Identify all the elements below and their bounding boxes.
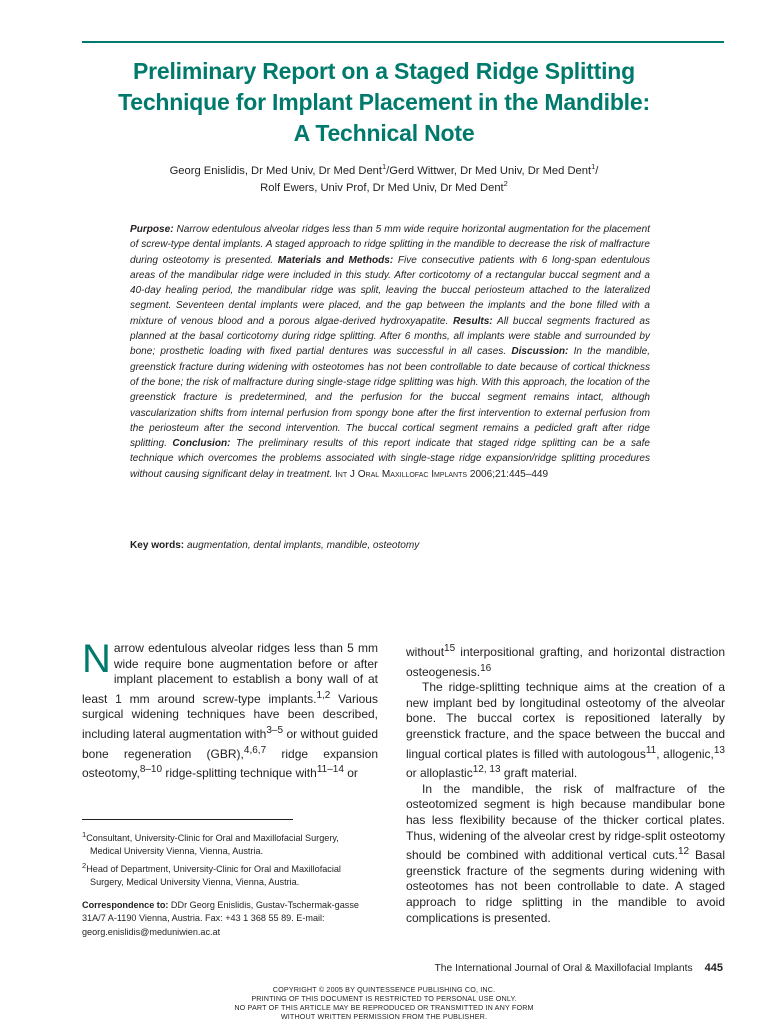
abstract-purpose-label: Purpose: [130, 224, 174, 235]
abstract-methods: Five consecutive patients with 6 long-span edentulous areas of the mandibular ridge were included in this study. After corticotomy of a rectangular buccal segment and a 40-day healing period, the mandibular ridge was split, leaving the buccal periosteum attached to the lateralized segment. Seventeen dental implants were placed, and the gap between the implants and the bone filled with a mixture of venous blood and a porous algae-derived hydroxyapatite. [130, 254, 650, 327]
author-line-1 [70, 163, 698, 180]
title-line-3: A Technical Note [293, 120, 475, 146]
body-text: without [406, 645, 445, 659]
body-paragraph-continued [406, 641, 725, 680]
footnote-text: Consultant, University-Clinic for Oral and Maxillofacial Surgery, Medical University Vienna, Vienna, Austria. [86, 833, 339, 857]
abstract-conclusion: The preliminary results of this report indicate that staged ridge splitting can be a safe technique which overcomes the problems associated with single-stage ridge expansion/ridge splitting procedures without causing significant delay in treatment. [130, 438, 650, 480]
citation-journal: Int J Oral Maxillofac Implants [334, 468, 468, 480]
citation-ref: 13 [713, 744, 725, 756]
header-rule [82, 41, 724, 43]
citation-ref: 15 [444, 643, 456, 654]
title-line-1: Preliminary Report on a Staged Ridge Splitting [133, 58, 635, 84]
author-2: /Gerd Wittwer, Dr Med Univ, Dr Med Dent [386, 165, 592, 177]
author-1: Georg Enislidis, Dr Med Univ, Dr Med Dent [169, 165, 382, 177]
footnote-rule [82, 819, 293, 820]
body-text: arrow edentulous alveolar ridges less than 5 mm wide require bone augmentation before or after implant placement to establish a bony wall of at least 1 mm around screw-type implants. [82, 641, 378, 706]
abstract-discussion-label: Discussion: [511, 346, 569, 358]
abstract [130, 222, 650, 482]
drop-cap: N [82, 637, 111, 681]
body-column-right [406, 641, 725, 926]
keywords-list: augmentation, dental implants, mandible, osteotomy [184, 540, 420, 551]
abstract-methods-label: Materials and Methods: [277, 254, 394, 266]
citation-ref: 12 [678, 846, 690, 858]
abstract-results-label: Results: [453, 315, 493, 327]
body-text: or alloplastic [406, 766, 473, 781]
footnotes [82, 828, 372, 939]
citation-ref: 11 [645, 744, 657, 756]
citation-ref: 8–10 [139, 764, 163, 776]
footnote-text: Head of Department, University-Clinic for Oral and Maxillofacial Surgery, Medical University Vienna, Vienna, Austria. [86, 863, 341, 888]
author-line-2 [70, 180, 698, 197]
citation-ref: 16 [480, 662, 492, 674]
body-paragraph-mandible [406, 782, 725, 926]
body-text: ridge-splitting technique with [162, 766, 317, 781]
citation-ref: 4,6,7 [243, 744, 267, 756]
author-3-affiliation: 2 [503, 179, 508, 188]
citation-ref: 11–14 [316, 764, 344, 776]
author-list [70, 163, 698, 197]
body-text: or without guided bone regeneration (GBR), [82, 726, 378, 761]
copyright-notice [0, 985, 768, 1021]
body-text: Basal greenstick fracture of the segments during widening with osteotomes has not been controllable to date. A staged approach to ridge splitting in the mandible to avoid complications is presented. [406, 848, 726, 925]
journal-name: The International Journal of Oral & Maxillofacial Implants [434, 963, 693, 974]
title-line-2: Technique for Implant Placement in the Mandible: [118, 89, 650, 115]
citation-reference: 2006;21:445–449 [467, 468, 549, 480]
running-footer [435, 962, 723, 974]
body-paragraph-technique [406, 680, 725, 782]
abstract-discussion: In the mandible, greenstick fracture during widening with osteotomes has not been controllable to date because of cortical thickness of the bone; the risk of malfracture during single-stage ridge splitting was high. With this approach, the location of the greenstick fracture is predetermined, and the perfusion for the buccal segment remains intact, although vascularization shifts from internal perfusion from spongy bone after the first intervention to external perfusion from the periosteum after the second intervention. The buccal cortical segment remains a pedicled graft after ridge splitting. [130, 346, 650, 450]
body-text: The ridge-splitting technique aims at the creation of a new implant bed by longitudinal osteotomy of the alveolar bone. The buccal cortex is repositioned laterally by greenstick fracture, and the space between the buccal and lingual cortical plates is filled with autologous [406, 680, 725, 761]
copyright-line: NO PART OF THIS ARTICLE MAY BE REPRODUCED OR TRANSMITTED IN ANY FORM [234, 1003, 534, 1012]
body-text: In the mandible, the risk of malfracture of the osteotomized segment is high because mandibular bone has less flexibility because of the thicker cortical plates. Thus, widening of the alveolar crest by ridge-split osteotomy should be combined with additional vertical cuts. [406, 781, 725, 863]
author-2-affiliation: 1 [591, 162, 596, 171]
abstract-purpose: Narrow edentulous alveolar ridges less than 5 mm wide require horizontal augmentation for the placement of screw-type dental implants. A staged approach to ridge splitting in the mandible to decrease the risk of malfracture during osteotomy is presented. [130, 224, 650, 266]
body-text: ridge expansion osteotomy, [82, 746, 379, 781]
intro-paragraph [82, 637, 379, 782]
copyright-line: COPYRIGHT © 2005 BY QUINTESSENCE PUBLISHING CO, INC. [272, 985, 496, 994]
body-column-left [82, 637, 379, 782]
body-text: interpositional grafting, and horizontal distraction osteogenesis. [406, 645, 725, 679]
body-text: , allogenic, [656, 746, 714, 761]
footnote-1 [82, 828, 372, 859]
footnote-marker: 2 [82, 860, 87, 870]
body-text: or [343, 766, 358, 781]
body-text: Various surgical widening techniques have been described, including lateral augmentation with [82, 691, 378, 741]
citation-ref: 12, 13 [472, 764, 501, 776]
author-separator: / [595, 165, 599, 177]
citation-ref: 1,2 [316, 689, 331, 701]
copyright-line: PRINTING OF THIS DOCUMENT IS RESTRICTED TO PERSONAL USE ONLY. [251, 994, 517, 1003]
body-text: graft material. [500, 766, 578, 781]
abstract-conclusion-label: Conclusion: [172, 438, 231, 450]
correspondence [82, 899, 372, 939]
correspondence-label: Correspondence to: [82, 899, 169, 910]
keywords-label: Key words: [130, 540, 185, 551]
author-3: Rolf Ewers, Univ Prof, Dr Med Univ, Dr Med Dent [260, 182, 504, 194]
footnote-marker: 1 [82, 830, 87, 839]
author-1-affiliation: 1 [382, 162, 387, 171]
footnote-2 [82, 859, 372, 890]
correspondence-text: DDr Georg Enislidis, Gustav-Tschermak-gasse 31A/7 A-1190 Vienna, Austria. Fax: +43 1 368 55 89. E-mail: georg.enislidis@meduniwien.ac.at [82, 899, 359, 937]
copyright-line: WITHOUT WRITTEN PERMISSION FROM THE PUBLISHER. [280, 1012, 488, 1021]
article-title [70, 56, 698, 149]
keywords [130, 538, 650, 553]
abstract-results: All buccal segments fractured as planned at the basal corticotomy during ridge splitting. After 6 months, all implants were stable and surrounded by bone; prosthetic loading with fixed partial dentures was successful in all cases. [130, 315, 650, 358]
citation-ref: 3–5 [266, 724, 284, 736]
page-number: 445 [704, 962, 723, 974]
